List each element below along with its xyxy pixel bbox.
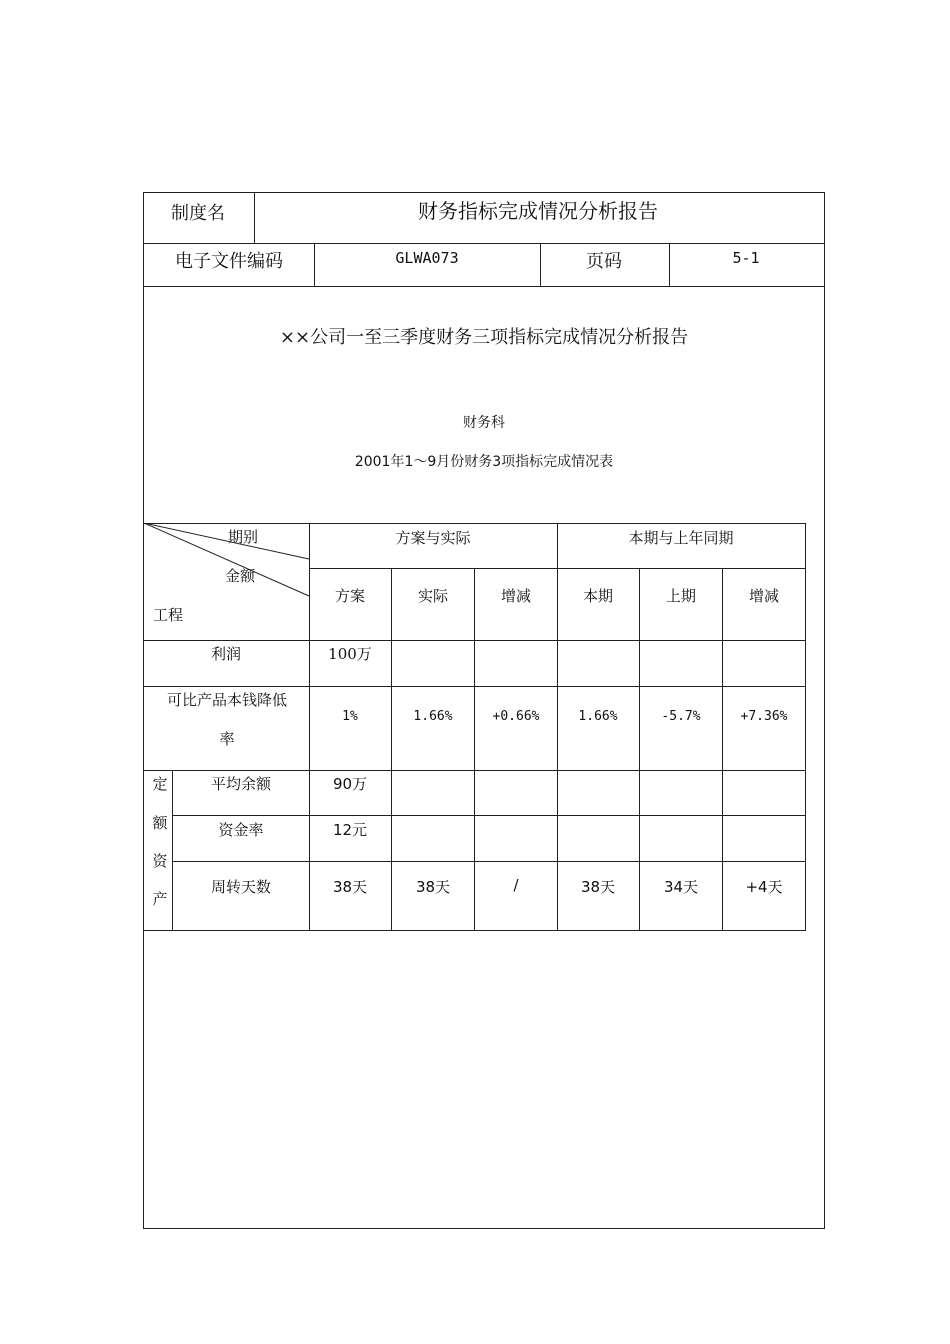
doc-code-label: 电子文件编码	[175, 251, 283, 272]
cell-plan: 90万	[332, 775, 368, 793]
subheader-plan: 方案	[334, 587, 366, 605]
cell-change: +0.66%	[492, 709, 540, 724]
row-label-line2: 率	[219, 730, 235, 748]
table-caption: 2001年1～9月份财务3项指标完成情况表	[354, 454, 614, 470]
cell-current: 38天	[580, 878, 616, 896]
row-label: 资金率	[218, 821, 264, 839]
header-divider-1	[143, 243, 825, 244]
header-vline-name	[254, 192, 255, 244]
row-label: 周转天数	[210, 878, 272, 896]
header-vline-page	[540, 243, 541, 287]
header-vline-page-value	[669, 243, 670, 287]
page-value: 5-1	[732, 249, 760, 267]
doc-name-label: 制度名	[171, 203, 225, 224]
cell-previous: -5.7%	[661, 709, 701, 724]
corner-period-label: 期别	[227, 528, 259, 546]
subheader-actual: 实际	[417, 587, 449, 605]
cell-plan: 100万	[328, 645, 372, 663]
report-title: ××公司一至三季度财务三项指标完成情况分析报告	[279, 327, 689, 348]
cell-actual: 1.66%	[413, 709, 453, 724]
corner-item-label: 工程	[153, 606, 184, 624]
cell-current: 1.66%	[578, 709, 618, 724]
doc-title: 财务指标完成情况分析报告	[418, 199, 658, 223]
cell-change-yoy: +4天	[745, 878, 783, 896]
page-label: 页码	[586, 251, 622, 272]
header-divider-2	[143, 286, 825, 287]
subheader-change: 增减	[500, 587, 532, 605]
corner-amount-label: 金额	[224, 567, 256, 585]
cell-plan: 12元	[332, 821, 368, 839]
subheader-change-yoy: 增减	[748, 587, 780, 605]
subheader-previous: 上期	[665, 587, 697, 605]
cell-plan: 38天	[332, 878, 368, 896]
cell-change-yoy: +7.36%	[740, 709, 788, 724]
row-label: 利润	[210, 645, 242, 663]
cell-change: /	[513, 876, 519, 894]
cell-previous: 34天	[663, 878, 699, 896]
header-vline-code	[314, 243, 315, 287]
doc-code-value: GLWA073	[395, 249, 459, 267]
row-label-line1: 可比产品本钱降低	[166, 691, 288, 709]
cell-actual: 38天	[415, 878, 451, 896]
row-label: 平均余额	[210, 775, 272, 793]
cell-plan: 1%	[342, 709, 358, 724]
subheader-current: 本期	[582, 587, 614, 605]
group-plan-vs-actual: 方案与实际	[395, 529, 471, 547]
department-label: 财务科	[463, 415, 505, 431]
group-period-vs-last-year: 本期与上年同期	[628, 529, 734, 547]
